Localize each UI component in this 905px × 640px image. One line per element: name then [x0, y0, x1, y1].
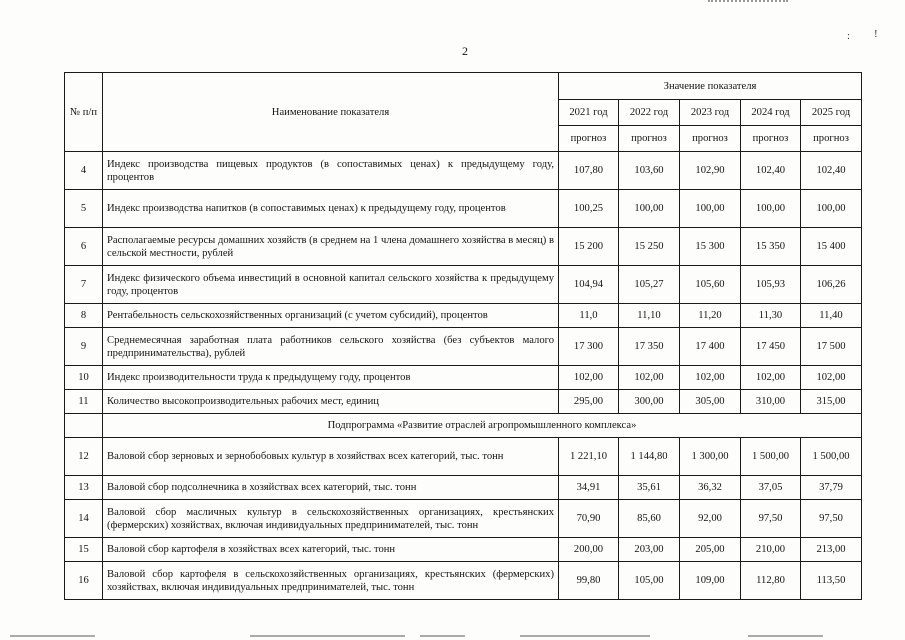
row-value: 105,00	[619, 562, 680, 600]
row-number: 10	[65, 366, 103, 390]
row-number: 6	[65, 228, 103, 266]
row-number: 13	[65, 476, 103, 500]
table-row	[65, 266, 862, 304]
row-value: 1 300,00	[680, 438, 741, 476]
row-value: 70,90	[559, 500, 619, 538]
row-name: Валовой сбор подсолнечника в хозяйствах всех категорий, тыс. тонн	[103, 476, 559, 500]
row-number: 7	[65, 266, 103, 304]
table-row	[65, 538, 862, 562]
row-value: 105,60	[680, 266, 741, 304]
table-row	[65, 328, 862, 366]
row-number: 8	[65, 304, 103, 328]
header-year: 2023 год	[680, 100, 741, 126]
row-number: 4	[65, 152, 103, 190]
row-value: 1 144,80	[619, 438, 680, 476]
header-forecast: прогноз	[741, 126, 801, 152]
row-value: 1 500,00	[801, 438, 862, 476]
header-year: 2024 год	[741, 100, 801, 126]
table-row	[65, 562, 862, 600]
row-value: 102,00	[619, 366, 680, 390]
row-value: 36,32	[680, 476, 741, 500]
scan-artifact-bottom	[520, 635, 650, 637]
row-value: 102,90	[680, 152, 741, 190]
header-year: 2021 год	[559, 100, 619, 126]
row-value: 315,00	[801, 390, 862, 414]
row-value: 203,00	[619, 538, 680, 562]
row-value: 210,00	[741, 538, 801, 562]
row-number: 11	[65, 390, 103, 414]
row-number: 14	[65, 500, 103, 538]
header-year: 2022 год	[619, 100, 680, 126]
row-value: 15 400	[801, 228, 862, 266]
row-value: 205,00	[680, 538, 741, 562]
row-number: 9	[65, 328, 103, 366]
row-value: 295,00	[559, 390, 619, 414]
row-name: Индекс производства пищевых продуктов (в сопоставимых ценах) к предыдущему году, процентов	[103, 152, 559, 190]
page-number: 2	[462, 44, 468, 58]
row-name: Среднемесячная заработная плата работников сельского хозяйства (без субъектов малого предпринимательства), рублей	[103, 328, 559, 366]
row-value: 102,40	[801, 152, 862, 190]
row-value: 1 500,00	[741, 438, 801, 476]
row-name: Индекс физического объема инвестиций в основной капитал сельского хозяйства к предыдущему году, процентов	[103, 266, 559, 304]
row-value: 100,25	[559, 190, 619, 228]
row-value: 17 300	[559, 328, 619, 366]
row-name: Валовой сбор картофеля в хозяйствах всех категорий, тыс. тонн	[103, 538, 559, 562]
row-value: 310,00	[741, 390, 801, 414]
row-name: Индекс производительности труда к предыдущему году, процентов	[103, 366, 559, 390]
row-value: 100,00	[680, 190, 741, 228]
row-value: 102,00	[741, 366, 801, 390]
row-value: 100,00	[801, 190, 862, 228]
row-value: 102,00	[801, 366, 862, 390]
row-value: 106,26	[801, 266, 862, 304]
row-name: Индекс производства напитков (в сопоставимых ценах) к предыдущему году, процентов	[103, 190, 559, 228]
row-value: 85,60	[619, 500, 680, 538]
subprogram-row	[65, 414, 862, 438]
scan-artifact-dot: :	[847, 30, 851, 42]
subprogram-title: Подпрограмма «Развитие отраслей агропромышленного комплекса»	[103, 414, 862, 438]
table-row	[65, 366, 862, 390]
row-name: Рентабельность сельскохозяйственных организаций (с учетом субсидий), процентов	[103, 304, 559, 328]
row-value: 103,60	[619, 152, 680, 190]
row-value: 1 221,10	[559, 438, 619, 476]
row-value: 105,27	[619, 266, 680, 304]
header-name: Наименование показателя	[103, 73, 559, 152]
row-value: 100,00	[741, 190, 801, 228]
scan-artifact-top	[708, 0, 788, 5]
row-value: 200,00	[559, 538, 619, 562]
row-value: 17 450	[741, 328, 801, 366]
row-value: 34,91	[559, 476, 619, 500]
header-forecast: прогноз	[559, 126, 619, 152]
row-value: 92,00	[680, 500, 741, 538]
row-name: Располагаемые ресурсы домашних хозяйств (в среднем на 1 члена домашнего хозяйства в месяц) в сельской местности, рублей	[103, 228, 559, 266]
row-value: 15 200	[559, 228, 619, 266]
row-number: 5	[65, 190, 103, 228]
table-row	[65, 304, 862, 328]
row-number: 16	[65, 562, 103, 600]
row-name: Валовой сбор масличных культур в сельскохозяйственных организациях, крестьянских (фермерских) хозяйствах, включая индивидуальных предпринимателей, тыс. тонн	[103, 500, 559, 538]
row-name: Количество высокопроизводительных рабочих мест, единиц	[103, 390, 559, 414]
scan-artifact-bottom	[748, 635, 823, 637]
header-year: 2025 год	[801, 100, 862, 126]
row-value: 99,80	[559, 562, 619, 600]
table-row	[65, 228, 862, 266]
row-value: 213,00	[801, 538, 862, 562]
scan-artifact-dot: !	[874, 28, 878, 40]
row-value: 113,50	[801, 562, 862, 600]
row-value: 37,05	[741, 476, 801, 500]
row-value: 100,00	[619, 190, 680, 228]
row-value: 112,80	[741, 562, 801, 600]
row-value: 300,00	[619, 390, 680, 414]
row-value: 305,00	[680, 390, 741, 414]
row-value: 17 400	[680, 328, 741, 366]
row-value: 107,80	[559, 152, 619, 190]
row-value: 102,00	[559, 366, 619, 390]
table-row	[65, 190, 862, 228]
row-value: 105,93	[741, 266, 801, 304]
table-row	[65, 438, 862, 476]
header-forecast: прогноз	[619, 126, 680, 152]
scan-artifact-bottom	[420, 635, 465, 637]
subprogram-num-cell	[65, 414, 103, 438]
row-value: 11,10	[619, 304, 680, 328]
table-row	[65, 390, 862, 414]
table-row	[65, 500, 862, 538]
row-value: 15 250	[619, 228, 680, 266]
indicator-table	[64, 72, 862, 600]
row-value: 11,30	[741, 304, 801, 328]
header-forecast: прогноз	[801, 126, 862, 152]
row-value: 17 350	[619, 328, 680, 366]
scan-artifact-bottom	[10, 635, 95, 637]
row-value: 17 500	[801, 328, 862, 366]
header-group: Значение показателя	[559, 73, 862, 100]
row-value: 104,94	[559, 266, 619, 304]
table-row	[65, 476, 862, 500]
row-value: 11,40	[801, 304, 862, 328]
row-value: 15 350	[741, 228, 801, 266]
row-value: 35,61	[619, 476, 680, 500]
row-value: 11,0	[559, 304, 619, 328]
row-number: 15	[65, 538, 103, 562]
row-number: 12	[65, 438, 103, 476]
header-num: № п/п	[65, 73, 103, 152]
row-value: 102,40	[741, 152, 801, 190]
row-name: Валовой сбор картофеля в сельскохозяйственных организациях, крестьянских (фермерских) хозяйствах, включая индивидуальных предпринимателей, тыс. тонн	[103, 562, 559, 600]
row-value: 97,50	[741, 500, 801, 538]
row-value: 109,00	[680, 562, 741, 600]
row-value: 15 300	[680, 228, 741, 266]
row-name: Валовой сбор зерновых и зернобобовых культур в хозяйствах всех категорий, тыс. тонн	[103, 438, 559, 476]
row-value: 11,20	[680, 304, 741, 328]
scan-artifact-bottom	[250, 635, 405, 637]
table-row	[65, 152, 862, 190]
row-value: 97,50	[801, 500, 862, 538]
header-forecast: прогноз	[680, 126, 741, 152]
row-value: 102,00	[680, 366, 741, 390]
row-value: 37,79	[801, 476, 862, 500]
